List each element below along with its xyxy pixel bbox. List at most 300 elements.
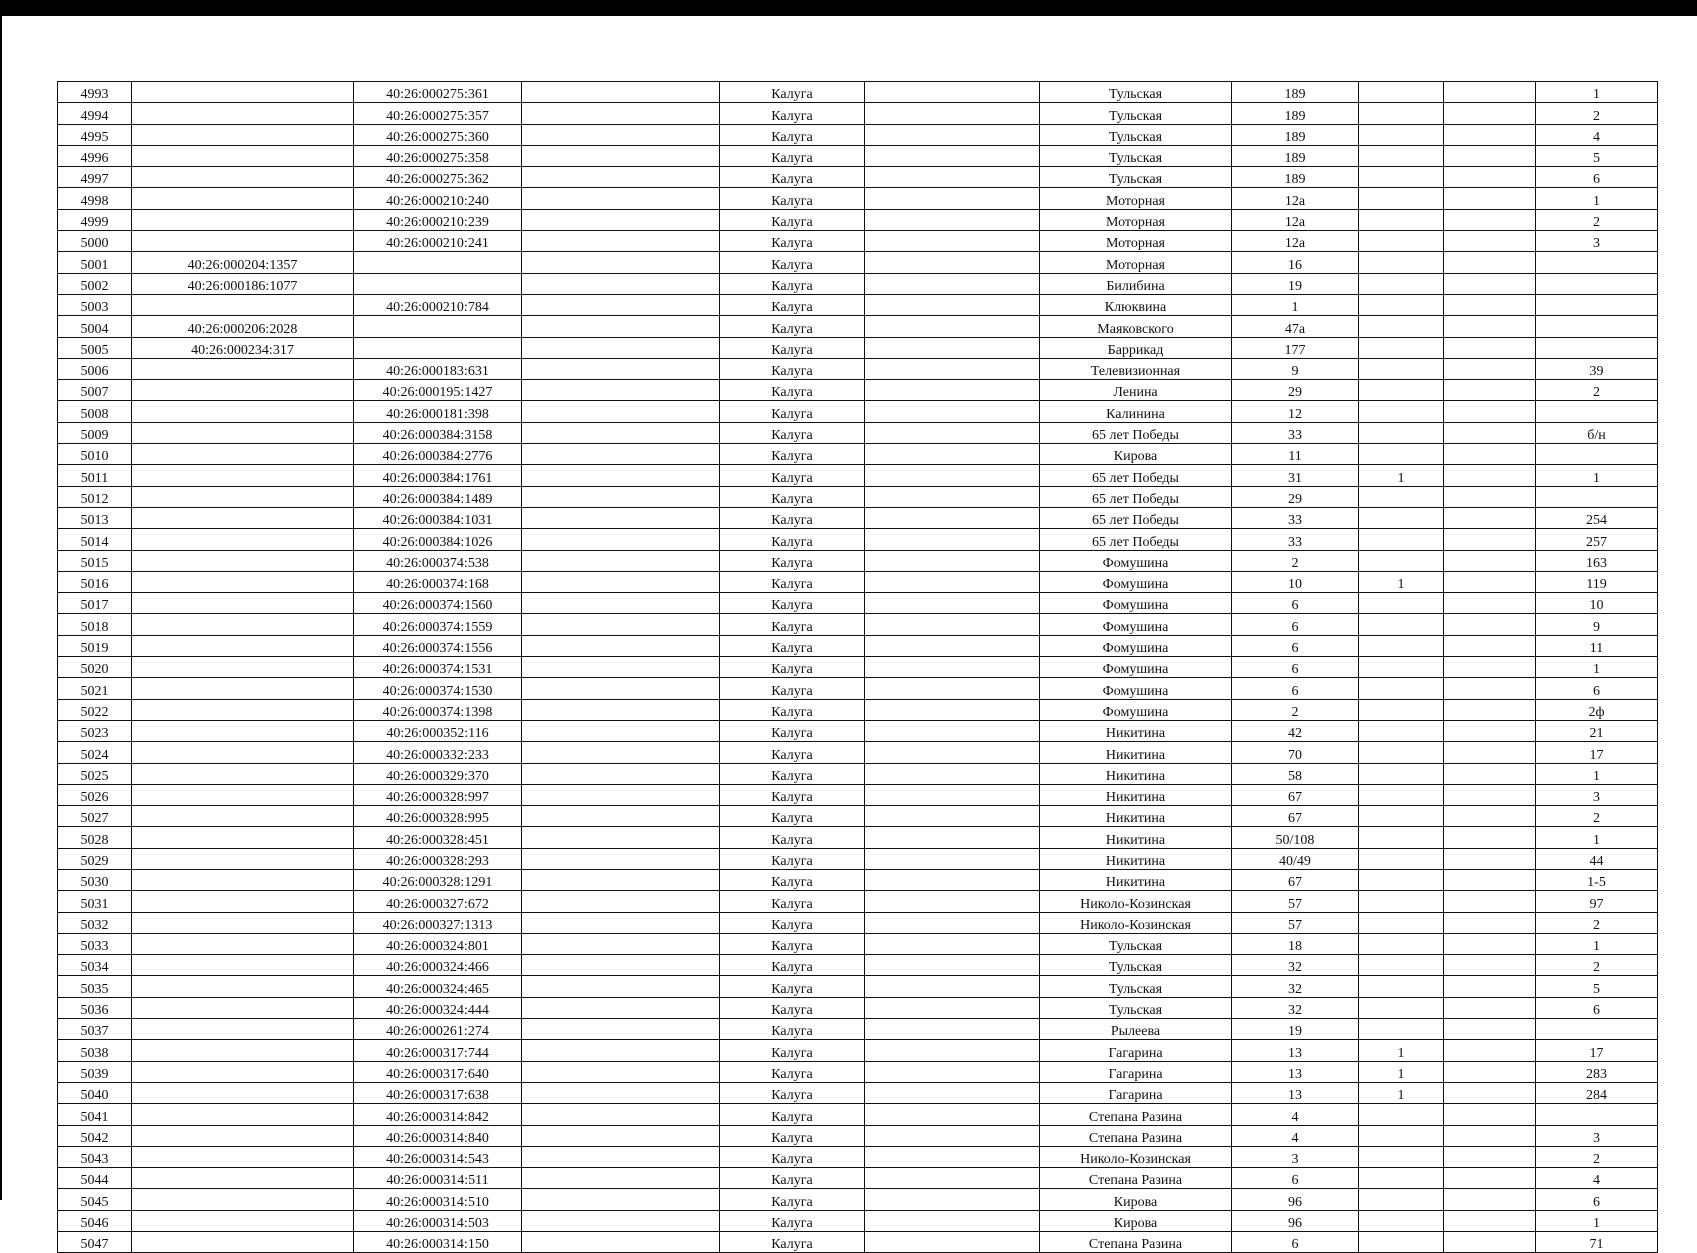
blank-cell	[1444, 806, 1536, 827]
blank-cell	[865, 1061, 1040, 1082]
city-cell: Калуга	[720, 1146, 865, 1167]
building-cell	[1359, 358, 1444, 379]
cadastral-number-b-cell: 40:26:000384:2776	[354, 444, 522, 465]
street-cell: Билибина	[1040, 273, 1232, 294]
blank-cell	[1444, 507, 1536, 528]
city-cell: Калуга	[720, 550, 865, 571]
cadastral-number-b-cell: 40:26:000328:995	[354, 806, 522, 827]
blank-cell	[865, 1146, 1040, 1167]
house-cell: 32	[1232, 955, 1359, 976]
city-cell: Калуга	[720, 1232, 865, 1253]
street-cell: Тульская	[1040, 976, 1232, 997]
blank-cell	[522, 976, 720, 997]
house-cell: 19	[1232, 1019, 1359, 1040]
blank-cell	[522, 1210, 720, 1231]
blank-cell	[1444, 997, 1536, 1018]
house-cell: 42	[1232, 720, 1359, 741]
cadastral-number-a-cell	[132, 1082, 354, 1103]
row-number-cell: 5027	[58, 806, 132, 827]
city-cell: Калуга	[720, 209, 865, 230]
cadastral-number-b-cell: 40:26:000324:465	[354, 976, 522, 997]
row-number-cell: 5035	[58, 976, 132, 997]
city-cell: Калуга	[720, 933, 865, 954]
blank-cell	[1444, 976, 1536, 997]
street-cell: Никитина	[1040, 806, 1232, 827]
city-cell: Калуга	[720, 848, 865, 869]
house-cell: 18	[1232, 933, 1359, 954]
blank-cell	[522, 806, 720, 827]
blank-cell	[865, 571, 1040, 592]
row-number-cell: 5041	[58, 1104, 132, 1125]
cadastral-number-a-cell	[132, 231, 354, 252]
building-cell	[1359, 294, 1444, 315]
cadastral-number-a-cell	[132, 380, 354, 401]
row-number-cell: 5042	[58, 1125, 132, 1146]
table-row	[58, 1210, 1658, 1231]
row-number-cell: 5019	[58, 635, 132, 656]
street-cell: Кирова	[1040, 1210, 1232, 1231]
building-cell	[1359, 784, 1444, 805]
city-cell: Калуга	[720, 827, 865, 848]
apartment-cell: 119	[1536, 571, 1658, 592]
blank-cell	[522, 763, 720, 784]
table-row	[58, 209, 1658, 230]
row-number-cell: 5023	[58, 720, 132, 741]
city-cell: Калуга	[720, 869, 865, 890]
row-number-cell: 4999	[58, 209, 132, 230]
table-row	[58, 550, 1658, 571]
city-cell: Калуга	[720, 82, 865, 103]
row-number-cell: 5006	[58, 358, 132, 379]
house-cell: 16	[1232, 252, 1359, 273]
row-number-cell: 5018	[58, 614, 132, 635]
blank-cell	[865, 1040, 1040, 1061]
cadastral-number-a-cell: 40:26:000204:1357	[132, 252, 354, 273]
street-cell: Фомушина	[1040, 614, 1232, 635]
apartment-cell: 39	[1536, 358, 1658, 379]
blank-cell	[1444, 316, 1536, 337]
blank-cell	[865, 1019, 1040, 1040]
cadastral-number-b-cell: 40:26:000314:511	[354, 1168, 522, 1189]
building-cell	[1359, 550, 1444, 571]
blank-cell	[1444, 1019, 1536, 1040]
blank-cell	[865, 465, 1040, 486]
table-row	[58, 1232, 1658, 1253]
building-cell	[1359, 188, 1444, 209]
house-cell: 10	[1232, 571, 1359, 592]
blank-cell	[522, 699, 720, 720]
blank-cell	[865, 891, 1040, 912]
blank-cell	[522, 997, 720, 1018]
table-row	[58, 1040, 1658, 1061]
table-row	[58, 273, 1658, 294]
cadastral-number-a-cell	[132, 827, 354, 848]
city-cell: Калуга	[720, 1210, 865, 1231]
cadastral-number-a-cell: 40:26:000206:2028	[132, 316, 354, 337]
blank-cell	[1444, 678, 1536, 699]
house-cell: 12а	[1232, 231, 1359, 252]
building-cell	[1359, 529, 1444, 550]
blank-cell	[522, 124, 720, 145]
street-cell: Никитина	[1040, 763, 1232, 784]
table-row	[58, 912, 1658, 933]
city-cell: Калуга	[720, 912, 865, 933]
city-cell: Калуга	[720, 444, 865, 465]
blank-cell	[522, 529, 720, 550]
apartment-cell: 6	[1536, 678, 1658, 699]
row-number-cell: 5036	[58, 997, 132, 1018]
cadastral-number-a-cell	[132, 955, 354, 976]
cadastral-number-b-cell: 40:26:000327:672	[354, 891, 522, 912]
row-number-cell: 5010	[58, 444, 132, 465]
building-cell	[1359, 593, 1444, 614]
apartment-cell	[1536, 316, 1658, 337]
row-number-cell: 5021	[58, 678, 132, 699]
table-row	[58, 742, 1658, 763]
blank-cell	[865, 422, 1040, 443]
city-cell: Калуга	[720, 507, 865, 528]
row-number-cell: 5007	[58, 380, 132, 401]
blank-cell	[522, 784, 720, 805]
cadastral-number-b-cell: 40:26:000328:997	[354, 784, 522, 805]
blank-cell	[522, 465, 720, 486]
cadastral-number-a-cell	[132, 678, 354, 699]
house-cell: 13	[1232, 1040, 1359, 1061]
blank-cell	[1444, 848, 1536, 869]
cadastral-number-b-cell: 40:26:000314:543	[354, 1146, 522, 1167]
street-cell: Николо-Козинская	[1040, 912, 1232, 933]
building-cell	[1359, 678, 1444, 699]
building-cell	[1359, 806, 1444, 827]
city-cell: Калуга	[720, 486, 865, 507]
blank-cell	[865, 316, 1040, 337]
city-cell: Калуга	[720, 273, 865, 294]
street-cell: Тульская	[1040, 933, 1232, 954]
table-row	[58, 82, 1658, 103]
building-cell	[1359, 742, 1444, 763]
street-cell: Тульская	[1040, 145, 1232, 166]
blank-cell	[1444, 1061, 1536, 1082]
cadastral-number-b-cell: 40:26:000275:360	[354, 124, 522, 145]
table-row	[58, 1019, 1658, 1040]
blank-cell	[1444, 571, 1536, 592]
table-row	[58, 571, 1658, 592]
building-cell	[1359, 1168, 1444, 1189]
blank-cell	[522, 82, 720, 103]
house-cell: 177	[1232, 337, 1359, 358]
street-cell: Фомушина	[1040, 657, 1232, 678]
blank-cell	[865, 593, 1040, 614]
apartment-cell: 1	[1536, 188, 1658, 209]
table-row	[58, 380, 1658, 401]
cadastral-number-a-cell	[132, 848, 354, 869]
building-cell: 1	[1359, 1040, 1444, 1061]
city-cell: Калуга	[720, 337, 865, 358]
cadastral-number-b-cell: 40:26:000210:240	[354, 188, 522, 209]
street-cell: Кирова	[1040, 444, 1232, 465]
house-cell: 67	[1232, 806, 1359, 827]
house-cell: 2	[1232, 550, 1359, 571]
cadastral-number-b-cell: 40:26:000314:842	[354, 1104, 522, 1125]
blank-cell	[522, 401, 720, 422]
cadastral-number-b-cell: 40:26:000324:801	[354, 933, 522, 954]
table-row	[58, 699, 1658, 720]
cadastral-number-a-cell	[132, 294, 354, 315]
building-cell	[1359, 1210, 1444, 1231]
cadastral-number-a-cell	[132, 869, 354, 890]
house-cell: 6	[1232, 657, 1359, 678]
row-number-cell: 5013	[58, 507, 132, 528]
apartment-cell: 2	[1536, 806, 1658, 827]
row-number-cell: 5040	[58, 1082, 132, 1103]
blank-cell	[1444, 657, 1536, 678]
house-cell: 32	[1232, 976, 1359, 997]
table-row	[58, 891, 1658, 912]
cadastral-number-b-cell: 40:26:000352:116	[354, 720, 522, 741]
table-body	[58, 82, 1658, 1253]
street-cell: Степана Разина	[1040, 1232, 1232, 1253]
blank-cell	[1444, 1146, 1536, 1167]
blank-cell	[1444, 188, 1536, 209]
house-cell: 1	[1232, 294, 1359, 315]
blank-cell	[865, 1125, 1040, 1146]
apartment-cell: 6	[1536, 167, 1658, 188]
cadastral-number-b-cell: 40:26:000328:293	[354, 848, 522, 869]
street-cell: Тульская	[1040, 955, 1232, 976]
blank-cell	[1444, 337, 1536, 358]
table-row	[58, 933, 1658, 954]
cadastral-number-a-cell	[132, 614, 354, 635]
street-cell: Телевизионная	[1040, 358, 1232, 379]
apartment-cell: 3	[1536, 231, 1658, 252]
table-row	[58, 444, 1658, 465]
house-cell: 2	[1232, 699, 1359, 720]
blank-cell	[1444, 529, 1536, 550]
blank-cell	[865, 486, 1040, 507]
table-row	[58, 1082, 1658, 1103]
apartment-cell: 2	[1536, 103, 1658, 124]
blank-cell	[522, 550, 720, 571]
table-row	[58, 1104, 1658, 1125]
city-cell: Калуга	[720, 294, 865, 315]
blank-cell	[522, 103, 720, 124]
apartment-cell: 3	[1536, 1125, 1658, 1146]
cadastral-number-b-cell	[354, 252, 522, 273]
table-row	[58, 657, 1658, 678]
row-number-cell: 5011	[58, 465, 132, 486]
row-number-cell: 5026	[58, 784, 132, 805]
building-cell	[1359, 273, 1444, 294]
cadastral-number-a-cell	[132, 550, 354, 571]
city-cell: Калуга	[720, 316, 865, 337]
building-cell	[1359, 1104, 1444, 1125]
city-cell: Калуга	[720, 252, 865, 273]
building-cell: 1	[1359, 1082, 1444, 1103]
blank-cell	[1444, 209, 1536, 230]
city-cell: Калуга	[720, 614, 865, 635]
city-cell: Калуга	[720, 401, 865, 422]
blank-cell	[522, 933, 720, 954]
street-cell: Гагарина	[1040, 1082, 1232, 1103]
apartment-cell: 4	[1536, 124, 1658, 145]
cadastral-number-a-cell	[132, 1019, 354, 1040]
blank-cell	[1444, 1232, 1536, 1253]
table-row	[58, 465, 1658, 486]
apartment-cell: 1	[1536, 933, 1658, 954]
cadastral-number-b-cell: 40:26:000314:510	[354, 1189, 522, 1210]
row-number-cell: 4993	[58, 82, 132, 103]
house-cell: 6	[1232, 1232, 1359, 1253]
cadastral-number-b-cell: 40:26:000374:168	[354, 571, 522, 592]
cadastral-number-b-cell: 40:26:000374:1531	[354, 657, 522, 678]
apartment-cell: 9	[1536, 614, 1658, 635]
table-row	[58, 231, 1658, 252]
table-row	[58, 188, 1658, 209]
street-cell: Фомушина	[1040, 699, 1232, 720]
street-cell: Тульская	[1040, 103, 1232, 124]
house-cell: 6	[1232, 635, 1359, 656]
cadastral-number-b-cell: 40:26:000314:840	[354, 1125, 522, 1146]
cadastral-number-a-cell	[132, 806, 354, 827]
cadastral-number-b-cell: 40:26:000374:1556	[354, 635, 522, 656]
blank-cell	[865, 337, 1040, 358]
cadastral-number-b-cell: 40:26:000384:1026	[354, 529, 522, 550]
blank-cell	[1444, 422, 1536, 443]
street-cell: Моторная	[1040, 231, 1232, 252]
blank-cell	[1444, 167, 1536, 188]
house-cell: 40/49	[1232, 848, 1359, 869]
blank-cell	[522, 1019, 720, 1040]
blank-cell	[865, 188, 1040, 209]
top-bar	[0, 0, 1697, 16]
street-cell: Моторная	[1040, 209, 1232, 230]
street-cell: Фомушина	[1040, 550, 1232, 571]
document-page	[57, 81, 1657, 1253]
blank-cell	[522, 635, 720, 656]
city-cell: Калуга	[720, 124, 865, 145]
cadastral-number-b-cell: 40:26:000384:1489	[354, 486, 522, 507]
blank-cell	[522, 1082, 720, 1103]
blank-cell	[522, 955, 720, 976]
table-row	[58, 1168, 1658, 1189]
cadastral-number-a-cell: 40:26:000186:1077	[132, 273, 354, 294]
blank-cell	[1444, 380, 1536, 401]
table-row	[58, 422, 1658, 443]
blank-cell	[1444, 550, 1536, 571]
row-number-cell: 4995	[58, 124, 132, 145]
cadastral-number-b-cell: 40:26:000317:638	[354, 1082, 522, 1103]
building-cell	[1359, 337, 1444, 358]
apartment-cell: 163	[1536, 550, 1658, 571]
row-number-cell: 4996	[58, 145, 132, 166]
blank-cell	[865, 678, 1040, 699]
table-row	[58, 529, 1658, 550]
city-cell: Калуга	[720, 1082, 865, 1103]
city-cell: Калуга	[720, 571, 865, 592]
city-cell: Калуга	[720, 763, 865, 784]
cadastral-number-b-cell: 40:26:000210:239	[354, 209, 522, 230]
house-cell: 58	[1232, 763, 1359, 784]
building-cell	[1359, 955, 1444, 976]
blank-cell	[522, 316, 720, 337]
table-row	[58, 167, 1658, 188]
street-cell: Гагарина	[1040, 1061, 1232, 1082]
blank-cell	[522, 273, 720, 294]
house-cell: 67	[1232, 784, 1359, 805]
street-cell: 65 лет Победы	[1040, 507, 1232, 528]
cadastral-number-a-cell	[132, 529, 354, 550]
cadastral-number-b-cell: 40:26:000317:744	[354, 1040, 522, 1061]
cadastral-number-b-cell: 40:26:000329:370	[354, 763, 522, 784]
row-number-cell: 5002	[58, 273, 132, 294]
street-cell: Гагарина	[1040, 1040, 1232, 1061]
street-cell: 65 лет Победы	[1040, 465, 1232, 486]
blank-cell	[522, 188, 720, 209]
row-number-cell: 5016	[58, 571, 132, 592]
apartment-cell: 97	[1536, 891, 1658, 912]
house-cell: 6	[1232, 678, 1359, 699]
street-cell: 65 лет Победы	[1040, 529, 1232, 550]
apartment-cell: 44	[1536, 848, 1658, 869]
blank-cell	[522, 848, 720, 869]
building-cell	[1359, 614, 1444, 635]
house-cell: 57	[1232, 891, 1359, 912]
city-cell: Калуга	[720, 1189, 865, 1210]
cadastral-number-a-cell	[132, 593, 354, 614]
blank-cell	[1444, 294, 1536, 315]
blank-cell	[1444, 593, 1536, 614]
apartment-cell: 1	[1536, 465, 1658, 486]
house-cell: 50/108	[1232, 827, 1359, 848]
blank-cell	[1444, 358, 1536, 379]
city-cell: Калуга	[720, 465, 865, 486]
street-cell: 65 лет Победы	[1040, 422, 1232, 443]
blank-cell	[865, 763, 1040, 784]
blank-cell	[865, 912, 1040, 933]
cadastral-number-a-cell	[132, 1168, 354, 1189]
house-cell: 31	[1232, 465, 1359, 486]
cadastral-number-b-cell: 40:26:000374:1398	[354, 699, 522, 720]
table-row	[58, 252, 1658, 273]
cadastral-number-a-cell	[132, 444, 354, 465]
city-cell: Калуга	[720, 678, 865, 699]
blank-cell	[865, 997, 1040, 1018]
cadastral-number-b-cell: 40:26:000384:3158	[354, 422, 522, 443]
apartment-cell	[1536, 1019, 1658, 1040]
cadastral-number-a-cell	[132, 742, 354, 763]
cadastral-number-b-cell: 40:26:000314:150	[354, 1232, 522, 1253]
street-cell: Моторная	[1040, 252, 1232, 273]
cadastral-number-a-cell	[132, 465, 354, 486]
street-cell: Ленина	[1040, 380, 1232, 401]
blank-cell	[1444, 912, 1536, 933]
table-row	[58, 848, 1658, 869]
row-number-cell: 5033	[58, 933, 132, 954]
cadastral-number-a-cell	[132, 763, 354, 784]
city-cell: Калуга	[720, 167, 865, 188]
row-number-cell: 5030	[58, 869, 132, 890]
table-row	[58, 1146, 1658, 1167]
cadastral-number-a-cell	[132, 912, 354, 933]
cadastral-number-b-cell	[354, 316, 522, 337]
building-cell	[1359, 657, 1444, 678]
cadastral-number-b-cell	[354, 273, 522, 294]
blank-cell	[865, 614, 1040, 635]
apartment-cell: 2ф	[1536, 699, 1658, 720]
building-cell	[1359, 103, 1444, 124]
house-cell: 6	[1232, 1168, 1359, 1189]
street-cell: Никитина	[1040, 720, 1232, 741]
